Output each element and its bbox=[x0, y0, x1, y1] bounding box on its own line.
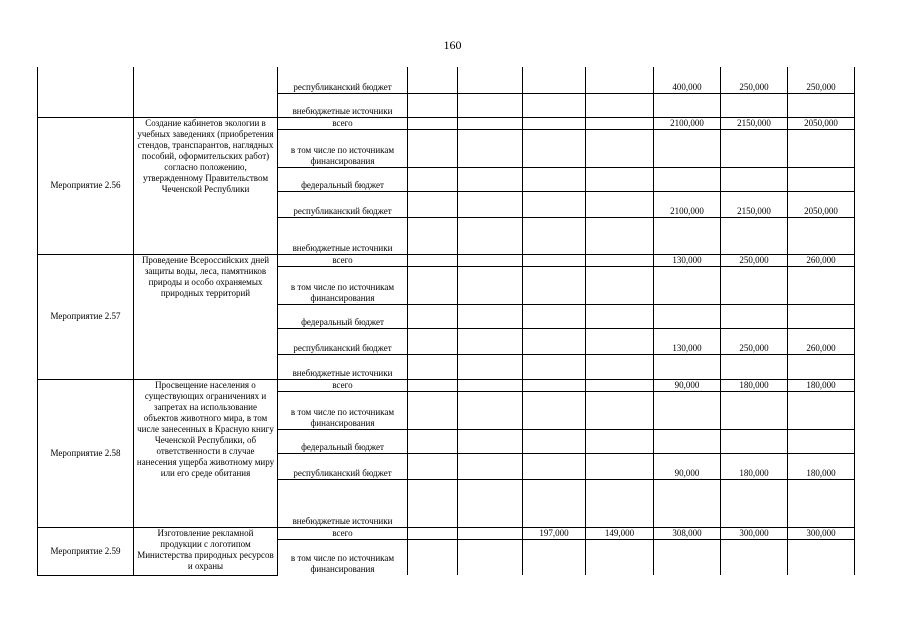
amount-cell bbox=[654, 266, 721, 304]
amount-cell: 130,000 bbox=[654, 328, 721, 354]
amount-cell bbox=[586, 191, 654, 217]
amount-cell bbox=[523, 254, 586, 266]
funding-source-cell: внебюджетные источники bbox=[278, 479, 408, 527]
amount-cell bbox=[586, 539, 654, 575]
event-description-cell bbox=[134, 67, 278, 117]
amount-cell bbox=[458, 117, 523, 129]
amount-cell bbox=[458, 379, 523, 391]
amount-cell bbox=[654, 479, 721, 527]
amount-cell bbox=[721, 539, 788, 575]
amount-cell bbox=[523, 479, 586, 527]
amount-cell: 2100,000 bbox=[654, 117, 721, 129]
amount-cell bbox=[458, 328, 523, 354]
amount-cell bbox=[523, 266, 586, 304]
funding-source-cell: федеральный бюджет bbox=[278, 304, 408, 328]
amount-cell bbox=[586, 479, 654, 527]
amount-cell bbox=[586, 354, 654, 379]
amount-cell bbox=[523, 354, 586, 379]
amount-cell bbox=[458, 191, 523, 217]
budget-table bbox=[37, 67, 855, 576]
event-description-cell: Создание кабинетов экологии в учебных заведениях (приобретения стендов, транспарантов, наглядных пособий, оформительских работ) согласно положению, утвержденному Правительством Чеченской Республики bbox=[134, 117, 278, 254]
funding-source-cell: внебюджетные источники bbox=[278, 217, 408, 254]
funding-source-cell: федеральный бюджет bbox=[278, 167, 408, 191]
amount-cell bbox=[408, 379, 458, 391]
amount-cell: 2050,000 bbox=[788, 117, 855, 129]
amount-cell bbox=[523, 304, 586, 328]
amount-cell: 180,000 bbox=[721, 379, 788, 391]
amount-cell: 90,000 bbox=[654, 453, 721, 479]
amount-cell bbox=[408, 328, 458, 354]
amount-cell bbox=[788, 479, 855, 527]
amount-cell bbox=[654, 93, 721, 117]
amount-cell bbox=[408, 254, 458, 266]
amount-cell bbox=[458, 527, 523, 539]
amount-cell bbox=[788, 539, 855, 575]
funding-source-cell: в том числе по источникам финансирования bbox=[278, 539, 408, 575]
event-code-cell: Мероприятие 2.58 bbox=[38, 379, 134, 527]
funding-source-cell: всего bbox=[278, 379, 408, 391]
amount-cell bbox=[458, 453, 523, 479]
amount-cell bbox=[721, 391, 788, 429]
amount-cell bbox=[408, 67, 458, 93]
amount-cell: 300,000 bbox=[788, 527, 855, 539]
amount-cell: 260,000 bbox=[788, 328, 855, 354]
amount-cell bbox=[523, 379, 586, 391]
amount-cell bbox=[586, 167, 654, 191]
amount-cell bbox=[654, 217, 721, 254]
funding-source-cell: внебюджетные источники bbox=[278, 93, 408, 117]
amount-cell bbox=[408, 117, 458, 129]
amount-cell: 250,000 bbox=[721, 328, 788, 354]
amount-cell: 149,000 bbox=[586, 527, 654, 539]
amount-cell bbox=[523, 391, 586, 429]
amount-cell bbox=[458, 354, 523, 379]
event-description-cell: Просвещение населения о существующих ограничениях и запретах на использование объектов животного мира, в том числе занесенных в Красную книгу Чеченской Республики, об ответственности в случае нанесения ущерба животному миру или его среде обитания bbox=[134, 379, 278, 527]
amount-cell bbox=[523, 117, 586, 129]
funding-source-cell: в том числе по источникам финансирования bbox=[278, 129, 408, 167]
amount-cell bbox=[721, 217, 788, 254]
amount-cell bbox=[523, 217, 586, 254]
amount-cell bbox=[654, 167, 721, 191]
funding-source-cell: всего bbox=[278, 117, 408, 129]
event-code-cell: Мероприятие 2.56 bbox=[38, 117, 134, 254]
amount-cell bbox=[408, 429, 458, 453]
table-row bbox=[38, 67, 855, 93]
amount-cell bbox=[458, 67, 523, 93]
amount-cell bbox=[788, 429, 855, 453]
amount-cell bbox=[523, 539, 586, 575]
amount-cell bbox=[788, 167, 855, 191]
funding-source-cell: республиканский бюджет bbox=[278, 67, 408, 93]
amount-cell: 308,000 bbox=[654, 527, 721, 539]
amount-cell bbox=[654, 391, 721, 429]
amount-cell bbox=[523, 429, 586, 453]
amount-cell bbox=[586, 217, 654, 254]
amount-cell bbox=[721, 266, 788, 304]
amount-cell bbox=[586, 266, 654, 304]
amount-cell bbox=[458, 129, 523, 167]
amount-cell: 130,000 bbox=[654, 254, 721, 266]
event-description-cell: Проведение Всероссийских дней защиты воды, леса, памятников природы и особо охраняемых природных территорий bbox=[134, 254, 278, 379]
amount-cell bbox=[586, 254, 654, 266]
amount-cell bbox=[523, 453, 586, 479]
table-row bbox=[38, 379, 855, 391]
funding-source-cell: федеральный бюджет bbox=[278, 429, 408, 453]
amount-cell bbox=[586, 117, 654, 129]
amount-cell bbox=[408, 391, 458, 429]
amount-cell bbox=[523, 191, 586, 217]
funding-source-cell: всего bbox=[278, 254, 408, 266]
amount-cell bbox=[458, 304, 523, 328]
amount-cell bbox=[408, 527, 458, 539]
amount-cell: 2100,000 bbox=[654, 191, 721, 217]
amount-cell bbox=[408, 304, 458, 328]
amount-cell bbox=[523, 93, 586, 117]
amount-cell bbox=[788, 266, 855, 304]
amount-cell bbox=[458, 266, 523, 304]
amount-cell bbox=[721, 93, 788, 117]
amount-cell bbox=[788, 129, 855, 167]
amount-cell bbox=[408, 167, 458, 191]
amount-cell: 180,000 bbox=[721, 453, 788, 479]
amount-cell bbox=[408, 129, 458, 167]
funding-source-cell: всего bbox=[278, 527, 408, 539]
funding-source-cell: в том числе по источникам финансирования bbox=[278, 391, 408, 429]
amount-cell bbox=[458, 539, 523, 575]
table-row bbox=[38, 527, 855, 539]
amount-cell bbox=[654, 304, 721, 328]
amount-cell bbox=[458, 479, 523, 527]
amount-cell bbox=[788, 217, 855, 254]
amount-cell: 180,000 bbox=[788, 453, 855, 479]
amount-cell: 180,000 bbox=[788, 379, 855, 391]
amount-cell bbox=[788, 354, 855, 379]
funding-source-cell: республиканский бюджет bbox=[278, 191, 408, 217]
event-description-cell: Изготовление рекламной продукции с логотипом Министерства природных ресурсов и охраны bbox=[134, 527, 278, 575]
amount-cell bbox=[408, 217, 458, 254]
amount-cell: 300,000 bbox=[721, 527, 788, 539]
amount-cell bbox=[654, 429, 721, 453]
amount-cell bbox=[408, 266, 458, 304]
amount-cell bbox=[458, 391, 523, 429]
amount-cell: 400,000 bbox=[654, 67, 721, 93]
amount-cell: 250,000 bbox=[788, 67, 855, 93]
event-code-cell: Мероприятие 2.59 bbox=[38, 527, 134, 575]
event-code-cell: Мероприятие 2.57 bbox=[38, 254, 134, 379]
table-row bbox=[38, 254, 855, 266]
amount-cell bbox=[523, 129, 586, 167]
amount-cell bbox=[523, 67, 586, 93]
amount-cell bbox=[586, 129, 654, 167]
event-code-cell bbox=[38, 67, 134, 117]
amount-cell bbox=[586, 304, 654, 328]
amount-cell bbox=[586, 429, 654, 453]
amount-cell bbox=[788, 391, 855, 429]
amount-cell: 90,000 bbox=[654, 379, 721, 391]
amount-cell: 197,000 bbox=[523, 527, 586, 539]
amount-cell bbox=[788, 93, 855, 117]
amount-cell bbox=[586, 93, 654, 117]
amount-cell bbox=[408, 354, 458, 379]
amount-cell: 250,000 bbox=[721, 67, 788, 93]
amount-cell bbox=[586, 67, 654, 93]
amount-cell bbox=[458, 93, 523, 117]
funding-source-cell: республиканский бюджет bbox=[278, 453, 408, 479]
funding-source-cell: в том числе по источникам финансирования bbox=[278, 266, 408, 304]
amount-cell bbox=[408, 191, 458, 217]
amount-cell bbox=[721, 129, 788, 167]
amount-cell bbox=[721, 479, 788, 527]
table-row bbox=[38, 117, 855, 129]
amount-cell bbox=[408, 479, 458, 527]
amount-cell bbox=[721, 354, 788, 379]
amount-cell: 2050,000 bbox=[788, 191, 855, 217]
funding-source-cell: республиканский бюджет bbox=[278, 328, 408, 354]
amount-cell: 2150,000 bbox=[721, 191, 788, 217]
amount-cell bbox=[586, 379, 654, 391]
amount-cell bbox=[408, 539, 458, 575]
amount-cell bbox=[408, 93, 458, 117]
page-number: 160 bbox=[443, 38, 462, 52]
amount-cell bbox=[458, 217, 523, 254]
funding-source-cell: внебюджетные источники bbox=[278, 354, 408, 379]
amount-cell bbox=[654, 539, 721, 575]
amount-cell: 2150,000 bbox=[721, 117, 788, 129]
amount-cell bbox=[654, 354, 721, 379]
amount-cell bbox=[523, 328, 586, 354]
amount-cell bbox=[523, 167, 586, 191]
amount-cell bbox=[458, 254, 523, 266]
amount-cell bbox=[586, 391, 654, 429]
amount-cell bbox=[408, 453, 458, 479]
amount-cell bbox=[458, 167, 523, 191]
amount-cell bbox=[586, 453, 654, 479]
amount-cell bbox=[654, 129, 721, 167]
amount-cell: 260,000 bbox=[788, 254, 855, 266]
amount-cell bbox=[586, 328, 654, 354]
amount-cell bbox=[458, 429, 523, 453]
amount-cell bbox=[721, 429, 788, 453]
amount-cell bbox=[788, 304, 855, 328]
amount-cell bbox=[721, 304, 788, 328]
amount-cell bbox=[721, 167, 788, 191]
amount-cell: 250,000 bbox=[721, 254, 788, 266]
